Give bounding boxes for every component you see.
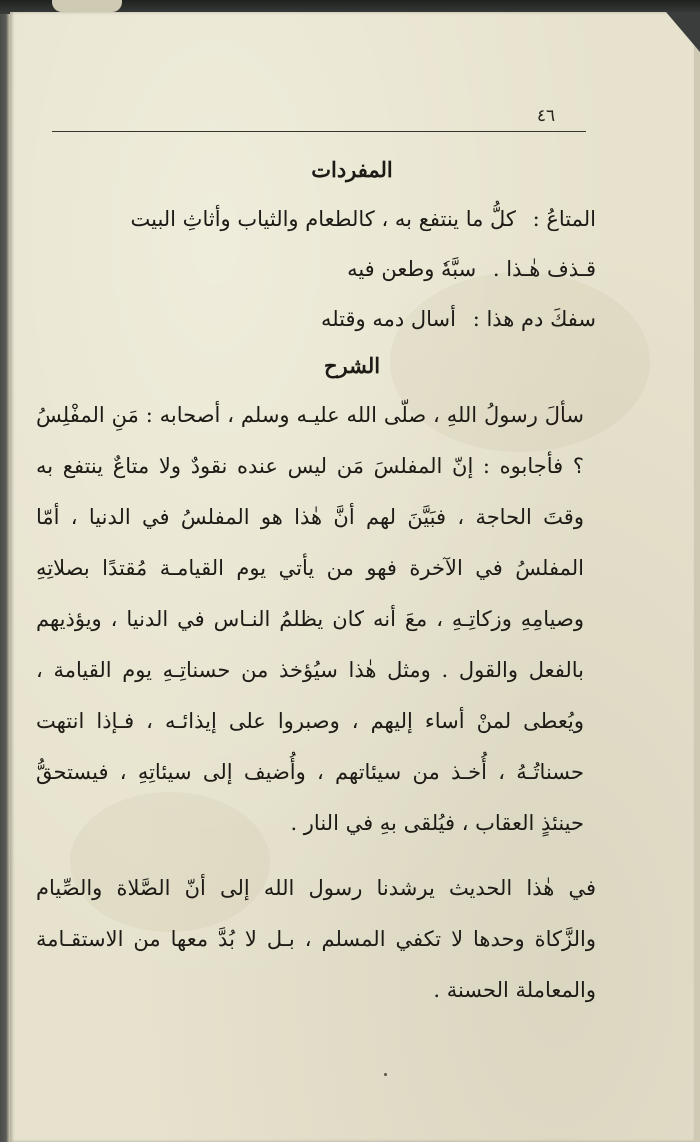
vocabulary-definition: أسال دمه وقتله	[320, 307, 456, 331]
vocabulary-item	[36, 294, 596, 344]
vocabulary-definition: كلُّ ما ينتفع به ، كالطعام والثياب وأثاثِ البيت	[130, 207, 516, 231]
page-content	[36, 150, 596, 1016]
vocabulary-term: سفكَ دم هذا :	[472, 307, 596, 331]
explanation-heading: الشرح	[323, 353, 381, 378]
page-corner-fold	[666, 12, 700, 52]
vocabulary-heading: المفردات	[311, 157, 393, 182]
conclusion-paragraph: في هٰذا الحديث يرشدنا رسول الله إلى أنّ الصَّلاة والصِّيام والزَّكاة وحدها لا تكفي المسلم ، بـل لا بُدَّ معها من الاستقـامة والمعاملة الحسنة .	[36, 876, 596, 1002]
header-rule	[52, 131, 586, 132]
vocabulary-list	[36, 194, 596, 344]
vocabulary-item	[36, 244, 596, 294]
page-tab	[52, 0, 122, 12]
explanation-paragraph: سألَ رسولُ اللهِ ، صلّى الله عليـه وسلم ، أصحابه : مَنِ المفْلِسُ ؟ فأجابوه : إنّ المفلسَ مَن ليس عنده نقودٌ ولا متاعٌ ينتفع به وقتَ الحاجة ، فبَيَّنَ لهم أنَّ هٰذا هو المفلسُ في الدنيا ، أمّا المفلسُ في الآخرة فهو من يأتي يوم القيامـة مُقتدًا بصلاتِهِ وصيامِهِ وزكاتِـهِ ، معَ أنه كان يظلمُ النـاس في الدنيا ، ويؤذيهم بالفعل والقول . ومثل هٰذا سيُؤخذ من حسناتِـهِ يوم القيامة ، ويُعطى لمنْ أساء إليهم ، وصبروا على إيذائـه ، فـإذا انتهت حسناتُـهُ ، أُخـذ من سيئاتهم ، وأُضيف إلى سيئاتِهِ ، فيستحقُّ حينئذٍ العقاب ، فيُلقى بهِ في النار .	[36, 403, 584, 835]
print-mark	[384, 1073, 387, 1076]
vocabulary-definition: سبَّهٗ وطعن فيه	[347, 257, 477, 281]
vocabulary-term: المتاعُ :	[532, 207, 596, 231]
vocabulary-item	[36, 194, 596, 244]
vocabulary-term: قـذف هٰـذا .	[492, 257, 596, 281]
page-number: ٤٦	[536, 106, 556, 126]
